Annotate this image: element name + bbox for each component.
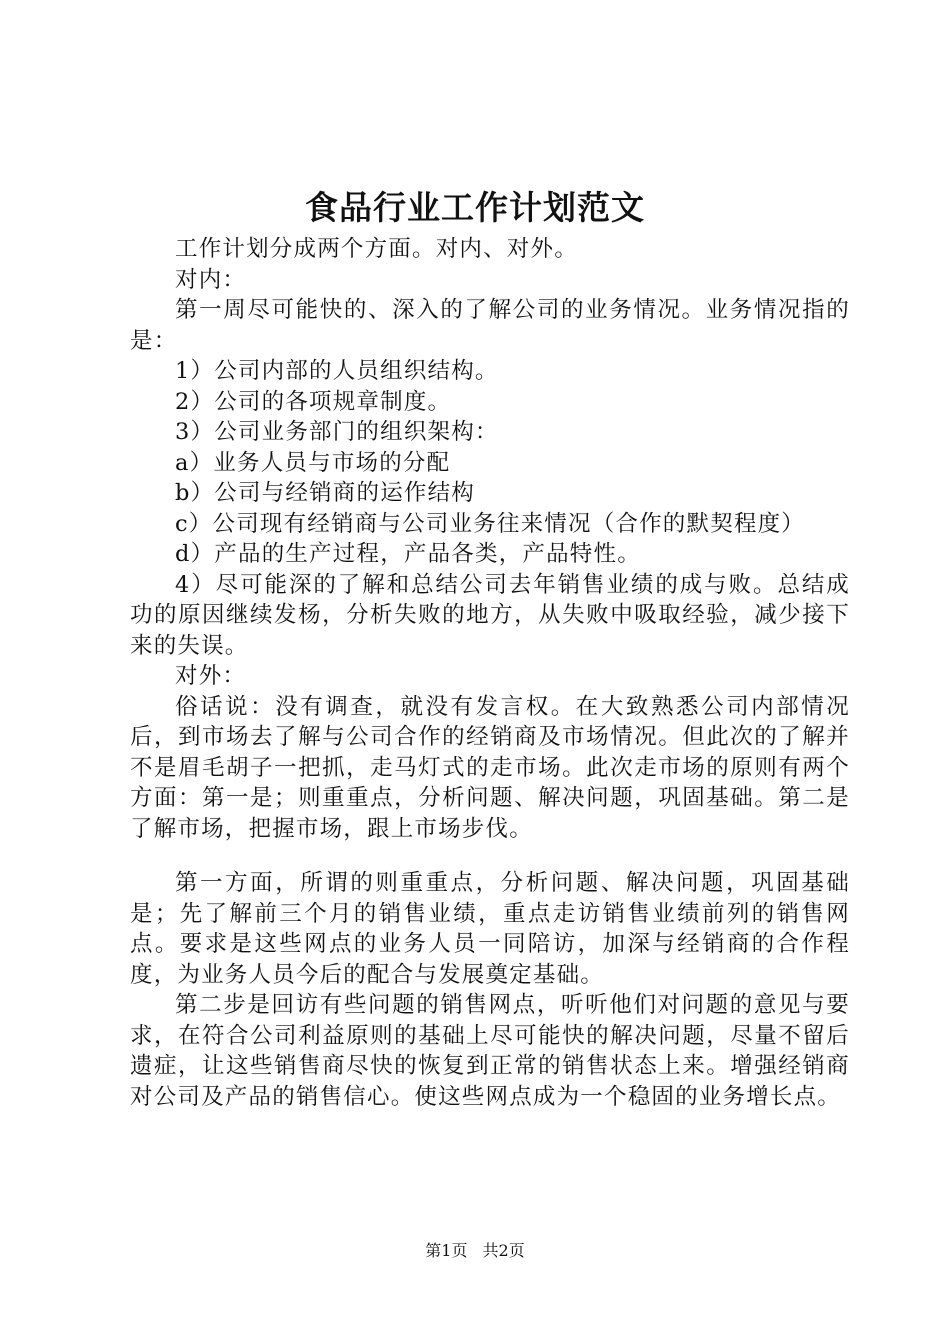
list-item-3: 3）公司业务部门的组织架构：: [175, 419, 499, 445]
document-title: 食品行业工作计划范文: [305, 188, 645, 227]
paragraph-gap: [130, 844, 850, 868]
paragraph-first-aspect: 第一方面，所谓的则重重点，分析问题、解决问题，巩固基础是；先了解前三个月的销售业绩，重点走访销售业绩前列的销售网点。要求是这些网点的业务人员一同陪访，加深与经销商的合作程度，为业务人员今后的配合与发展奠定基础。: [130, 870, 850, 988]
paragraph-internal-heading: 对内：: [175, 266, 247, 293]
list-item-3b: b）公司与经销商的运作结构: [175, 480, 476, 506]
paragraph-intro: 工作计划分成两个方面。对内、对外。: [175, 236, 578, 262]
paragraph-second-step: 第二步是回访有些问题的销售网点，听听他们对问题的意见与要求，在符合公司利益原则的基础上尽可能快的解决问题，尽量不留后遗症，让这些销售商尽快的恢复到正常的销售状态上来。增强经销商对公司及产品的销售信心。使这些网点成为一个稳固的业务增长点。: [130, 992, 850, 1110]
paragraph-external-heading: 对外：: [175, 663, 247, 689]
paragraph-saying: 俗话说：没有调查，就没有发言权。在大致熟悉公司内部情况后，到市场去了解与公司合作的经销商及市场情况。但此次的了解并不是眉毛胡子一把抓，走马灯式的走市场。此次走市场的原则有两个方面：第一是；则重重点，分析问题、解决问题，巩固基础。第二是了解市场，把握市场，跟上市场步伐。: [130, 693, 850, 842]
paragraph-first-week: 第一周尽可能快的、深入的了解公司的业务情况。业务情况指的是：: [130, 297, 850, 354]
list-item-2: 2）公司的各项规章制度。: [175, 388, 452, 415]
list-item-4: 4）尽可能深的了解和总结公司去年销售业绩的成与败。总结成功的原因继续发杨，分析失败的地方，从失败中吸取经验，减少接下来的失误。: [130, 571, 850, 659]
page-footer: [0, 1239, 950, 1263]
page-total: 共2页: [482, 1241, 525, 1260]
page-number: 第1页: [425, 1241, 468, 1260]
list-item-3a: a）业务人员与市场的分配: [175, 449, 451, 476]
list-item-1: 1）公司内部的人员组织结构。: [175, 358, 499, 384]
document-body: [130, 234, 850, 1112]
list-item-3c: c）公司现有经销商与公司业务往来情况（合作的默契程度）: [175, 510, 806, 537]
list-item-3d: d）产品的生产过程，产品各类，产品特性。: [175, 541, 641, 567]
